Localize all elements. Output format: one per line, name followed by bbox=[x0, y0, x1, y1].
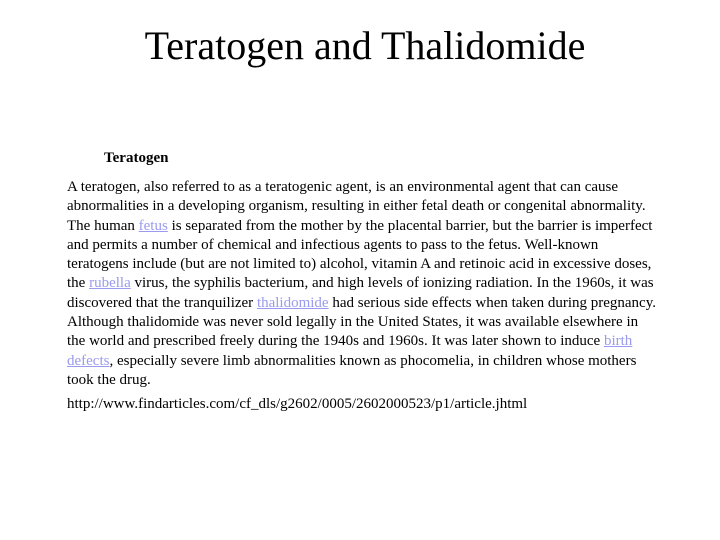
thalidomide-link[interactable]: thalidomide bbox=[256, 294, 329, 311]
birth-defects-link[interactable]: birth defects bbox=[67, 333, 633, 369]
rubella-link[interactable]: rubella bbox=[89, 275, 131, 292]
slide-title: Teratogen and Thalidomide bbox=[144, 23, 586, 68]
paragraph-text-1: A teratogen, also referred to as a teratogenic agent, is an environmental agent that can cause abnormalities in a developing organism, resulting in either fetal death or congenital abnormality. The human bbox=[67, 179, 646, 234]
paragraph-text-3: virus, the syphilis bacterium, and high levels of ionizing radiation. In the 1960s, it was discovered that the tranquilizer bbox=[67, 275, 654, 311]
fetus-link[interactable]: fetus bbox=[138, 217, 168, 234]
body-paragraph bbox=[67, 178, 657, 390]
section-heading: Teratogen bbox=[104, 150, 169, 166]
source-url: http://www.findarticles.com/cf_dls/g2602/0005/2602000523/p1/article.jhtml bbox=[67, 396, 528, 412]
paragraph-text-2: is separated from the mother by the placental barrier, but the barrier is imperfect and permits a number of chemical and infectious agents to pass to the fetus. Well-known teratogens include (but are not limited to) alcohol, vitamin A and retinoic acid in excessive doses, the bbox=[67, 217, 653, 292]
paragraph-text-5: , especially severe limb abnormalities known as phocomelia, in children whose mothers took the drug. bbox=[67, 352, 637, 388]
paragraph-text-4: had serious side effects when taken during pregnancy. Although thalidomide was never sold legally in the United States, it was available elsewhere in the world and prescribed freely during the 1940s and 1960s. It was later shown to induce bbox=[67, 294, 656, 350]
